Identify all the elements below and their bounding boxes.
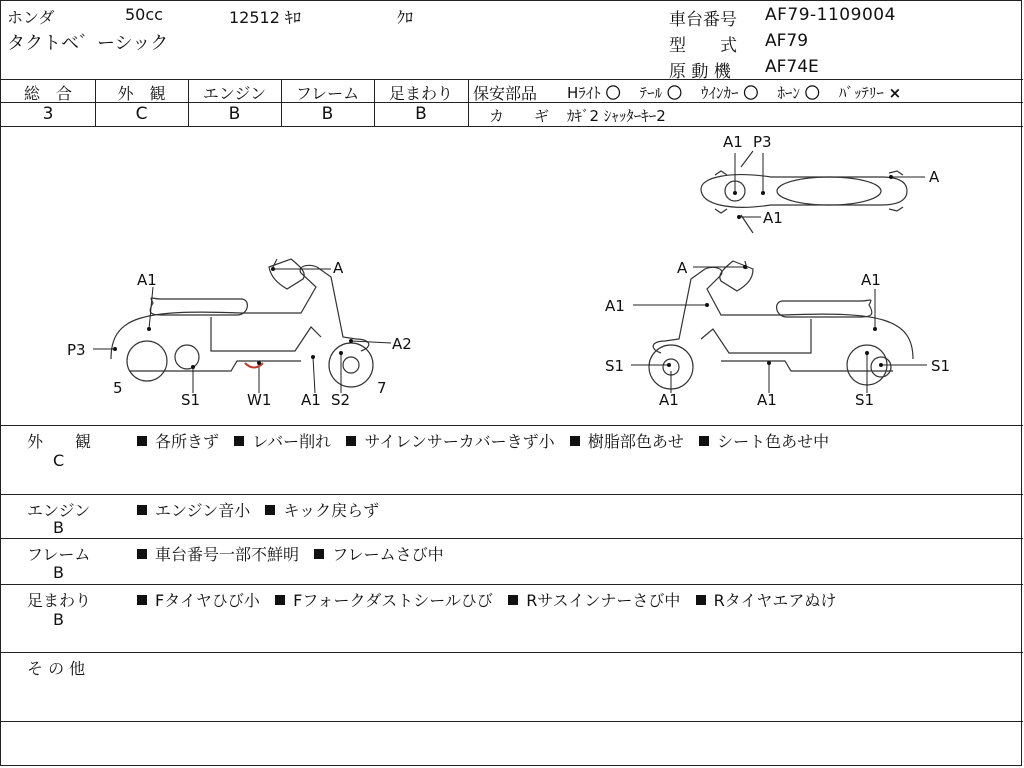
remark-grade: B (53, 610, 64, 629)
safety-horn: ﾎｰﾝ 〇 (777, 84, 820, 102)
diagram-label: A2 (392, 335, 412, 353)
type-label: 型 式 (669, 36, 737, 56)
scooter-diagram (1, 127, 1023, 425)
remark-items-exterior: 各所きず レバー削れ サイレンサーカバーきず小 樹脂部色あせ シート色あせ中 (137, 429, 829, 452)
frame-no-value: AF79-1109004 (765, 5, 896, 25)
safety-headlight: Hﾗｲﾄ 〇 (567, 84, 621, 102)
diagram-label: S1 (931, 357, 951, 375)
grade-frame-value: B (321, 104, 334, 124)
remark-category: エンジン (27, 501, 91, 520)
diagram-label: 5 (113, 379, 123, 397)
safety-battery: ﾊﾞｯﾃﾘｰ × (838, 84, 902, 102)
remark-items-frame: 車台番号一部不鮮明 フレームさび中 (137, 542, 444, 565)
color: ｸﾛ (397, 8, 414, 27)
diagram-label: A (929, 168, 940, 186)
ok-circle-icon: 〇 (743, 84, 759, 102)
engine-label: 原 動 機 (669, 62, 731, 82)
make: ホンダ (7, 8, 55, 27)
remark-items-engine: エンジン音小 キック戻らず (137, 498, 379, 521)
safety-label: 保安部品 (473, 84, 538, 103)
diagram-label: S1 (605, 357, 625, 375)
key-value: ｶｷﾞ2 ｼｬｯﾀｰｷｰ2 (567, 107, 666, 125)
diagram-label: S1 (855, 391, 875, 409)
diagram-label: A1 (659, 391, 679, 409)
diagram-label: A (677, 259, 688, 277)
ok-circle-icon: 〇 (804, 84, 820, 102)
grade-frame-label: フレーム (295, 84, 360, 103)
grade-total-label: 総 合 (23, 84, 72, 103)
frame-no-label: 車台番号 (669, 10, 737, 30)
remark-grade: C (53, 451, 65, 470)
key-label: カ ギ (489, 107, 550, 125)
grade-suspension-value: B (415, 104, 427, 124)
remark-category: そ の 他 (27, 659, 86, 678)
grade-exterior-value: C (135, 104, 148, 124)
grade-engine-value: B (228, 104, 241, 124)
safety-tail: ﾃｰﾙ 〇 (639, 84, 682, 102)
diagram-label: P3 (753, 133, 772, 151)
diagram-label: A1 (861, 271, 881, 289)
remark-category: 足まわり (27, 591, 92, 610)
diagram-label: A1 (723, 133, 743, 151)
safety-winker: ｳｲﾝｶｰ 〇 (701, 84, 759, 102)
grade-exterior-label: 外 観 (117, 84, 166, 103)
grade-total-value: 3 (42, 104, 54, 124)
ok-circle-icon: 〇 (605, 84, 621, 102)
engine-value: AF74E (765, 57, 819, 77)
diagram-label: A1 (757, 391, 777, 409)
diagram-label: S2 (331, 391, 351, 409)
diagram-label: 7 (377, 379, 387, 397)
grade-suspension-label: 足まわり (388, 84, 453, 103)
diagram-label: P3 (67, 341, 86, 359)
ok-circle-icon: 〇 (666, 84, 682, 102)
type-value: AF79 (765, 31, 809, 51)
diagram-label: A1 (605, 297, 625, 315)
cross-icon: × (888, 84, 902, 102)
mileage: 12512 ｷﾛ (229, 8, 301, 27)
diagram-label: A (333, 259, 344, 277)
diagram-label: S1 (181, 391, 201, 409)
remark-category: 外 観 (27, 432, 92, 451)
diagram-label: A1 (763, 209, 783, 227)
displacement: 50cc (125, 5, 163, 24)
diagram-label: W1 (247, 391, 272, 409)
remark-category: フレーム (27, 545, 91, 564)
grade-engine-label: エンジン (202, 84, 267, 103)
diagram-label: A1 (137, 271, 157, 289)
remark-grade: B (53, 563, 64, 582)
scooter-top-view (701, 151, 907, 233)
model-name: タクトベ゛ーシック (7, 33, 169, 54)
diagram-label: A1 (301, 391, 321, 409)
safety-items (567, 82, 901, 103)
remark-items-suspension: Fタイヤひび小 Fフォークダストシールひび Rサスインナーさび中 Rタイヤエアぬけ (137, 588, 836, 611)
remark-grade: B (53, 518, 64, 537)
